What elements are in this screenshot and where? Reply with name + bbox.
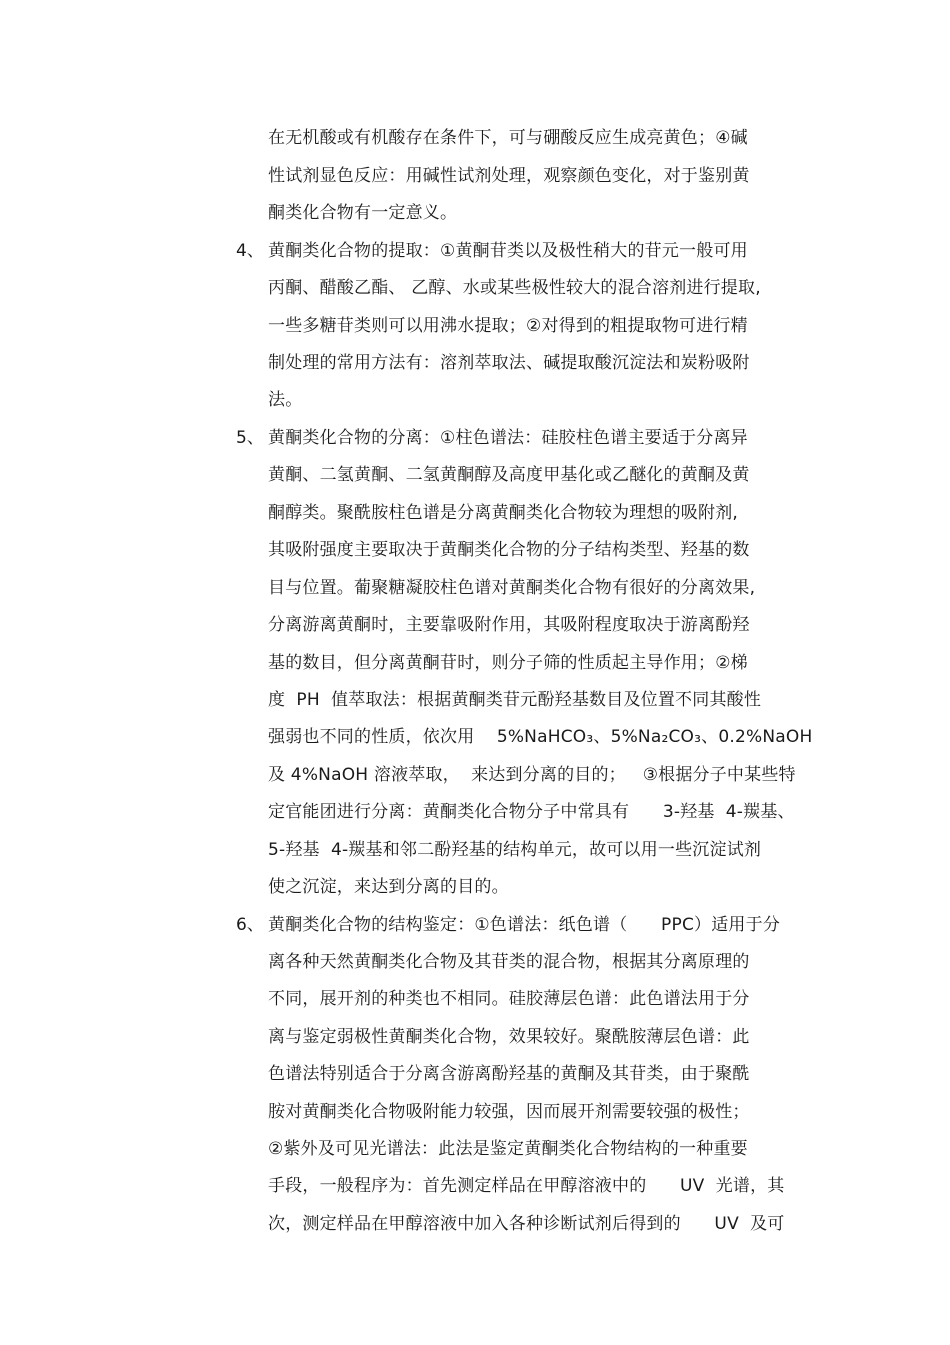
text-line: 酮类化合物有一定意义。 <box>268 203 458 223</box>
text-line: 次，测定样品在甲醇溶液中加入各种诊断试剂后得到的 UV 及可 <box>268 1214 785 1234</box>
text-line: 酮醇类。聚酰胺柱色谱是分离黄酮类化合物较为理想的吸附剂, <box>268 503 739 523</box>
text-line: 色谱法特别适合于分离含游离酚羟基的黄酮及其苷类，由于聚酰 <box>268 1064 750 1084</box>
text-line: ②紫外及可见光谱法：此法是鉴定黄酮类化合物结构的一种重要 <box>268 1139 748 1159</box>
text-line: 黄酮类化合物的分离：①柱色谱法：硅胶柱色谱主要适于分离异 <box>268 428 748 448</box>
list-number: 5、 <box>236 428 264 448</box>
text-line: 制处理的常用方法有：溶剂萃取法、碱提取酸沉淀法和炭粉吸附 <box>268 353 750 373</box>
text-line: 黄酮、二氢黄酮、二氢黄酮醇及高度甲基化或乙醚化的黄酮及黄 <box>268 465 750 485</box>
text-line: 度 PH 值萃取法：根据黄酮类苷元酚羟基数目及位置不同其酸性 <box>268 690 762 710</box>
text-line: 手段，一般程序为：首先测定样品在甲醇溶液中的 UV 光谱，其 <box>268 1176 785 1196</box>
text-line: 黄酮类化合物的提取：①黄酮苷类以及极性稍大的苷元一般可用 <box>268 241 748 261</box>
text-line: 使之沉淀，来达到分离的目的。 <box>268 877 509 897</box>
text-line: 不同，展开剂的种类也不相同。硅胶薄层色谱：此色谱法用于分 <box>268 989 750 1009</box>
text-line: 一些多糖苷类则可以用沸水提取；②对得到的粗提取物可进行精 <box>268 316 748 336</box>
text-line: 离与鉴定弱极性黄酮类化合物，效果较好。聚酰胺薄层色谱：此 <box>268 1027 750 1047</box>
list-number: 6、 <box>236 915 264 935</box>
text-line: 离各种天然黄酮类化合物及其苷类的混合物，根据其分离原理的 <box>268 952 750 972</box>
text-line: 基的数目，但分离黄酮苷时，则分子筛的性质起主导作用；②梯 <box>268 653 748 673</box>
text-line: 性试剂显色反应：用碱性试剂处理，观察颜色变化，对于鉴别黄 <box>268 166 750 186</box>
text-line: 5-羟基 4-羰基和邻二酚羟基的结构单元，故可以用一些沉淀试剂 <box>268 840 762 860</box>
text-line: 强弱也不同的性质，依次用 5%NaHCO₃、5%Na₂CO₃、0.2%NaOH <box>268 727 813 747</box>
list-number: 4、 <box>236 241 264 261</box>
text-line: 法。 <box>268 390 303 410</box>
text-line: 黄酮类化合物的结构鉴定：①色谱法：纸色谱（ PPC）适用于分 <box>268 915 781 935</box>
text-line: 丙酮、醋酸乙酯、 乙醇、水或某些极性较大的混合溶剂进行提取, <box>268 278 761 298</box>
text-line: 分离游离黄酮时，主要靠吸附作用，其吸附程度取决于游离酚羟 <box>268 615 750 635</box>
text-line: 定官能团进行分离：黄酮类化合物分子中常具有 3-羟基 4-羰基、 <box>268 802 795 822</box>
text-line: 其吸附强度主要取决于黄酮类化合物的分子结构类型、羟基的数 <box>268 540 750 560</box>
text-line: 目与位置。葡聚糖凝胶柱色谱对黄酮类化合物有很好的分离效果, <box>268 578 756 598</box>
text-line: 及 4%NaOH 溶液萃取， 来达到分离的目的； ③根据分子中某些特 <box>268 765 796 785</box>
text-line: 在无机酸或有机酸存在条件下，可与硼酸反应生成亮黄色；④碱 <box>268 128 748 148</box>
text-line: 胺对黄酮类化合物吸附能力较强，因而展开剂需要较强的极性； <box>268 1102 750 1122</box>
